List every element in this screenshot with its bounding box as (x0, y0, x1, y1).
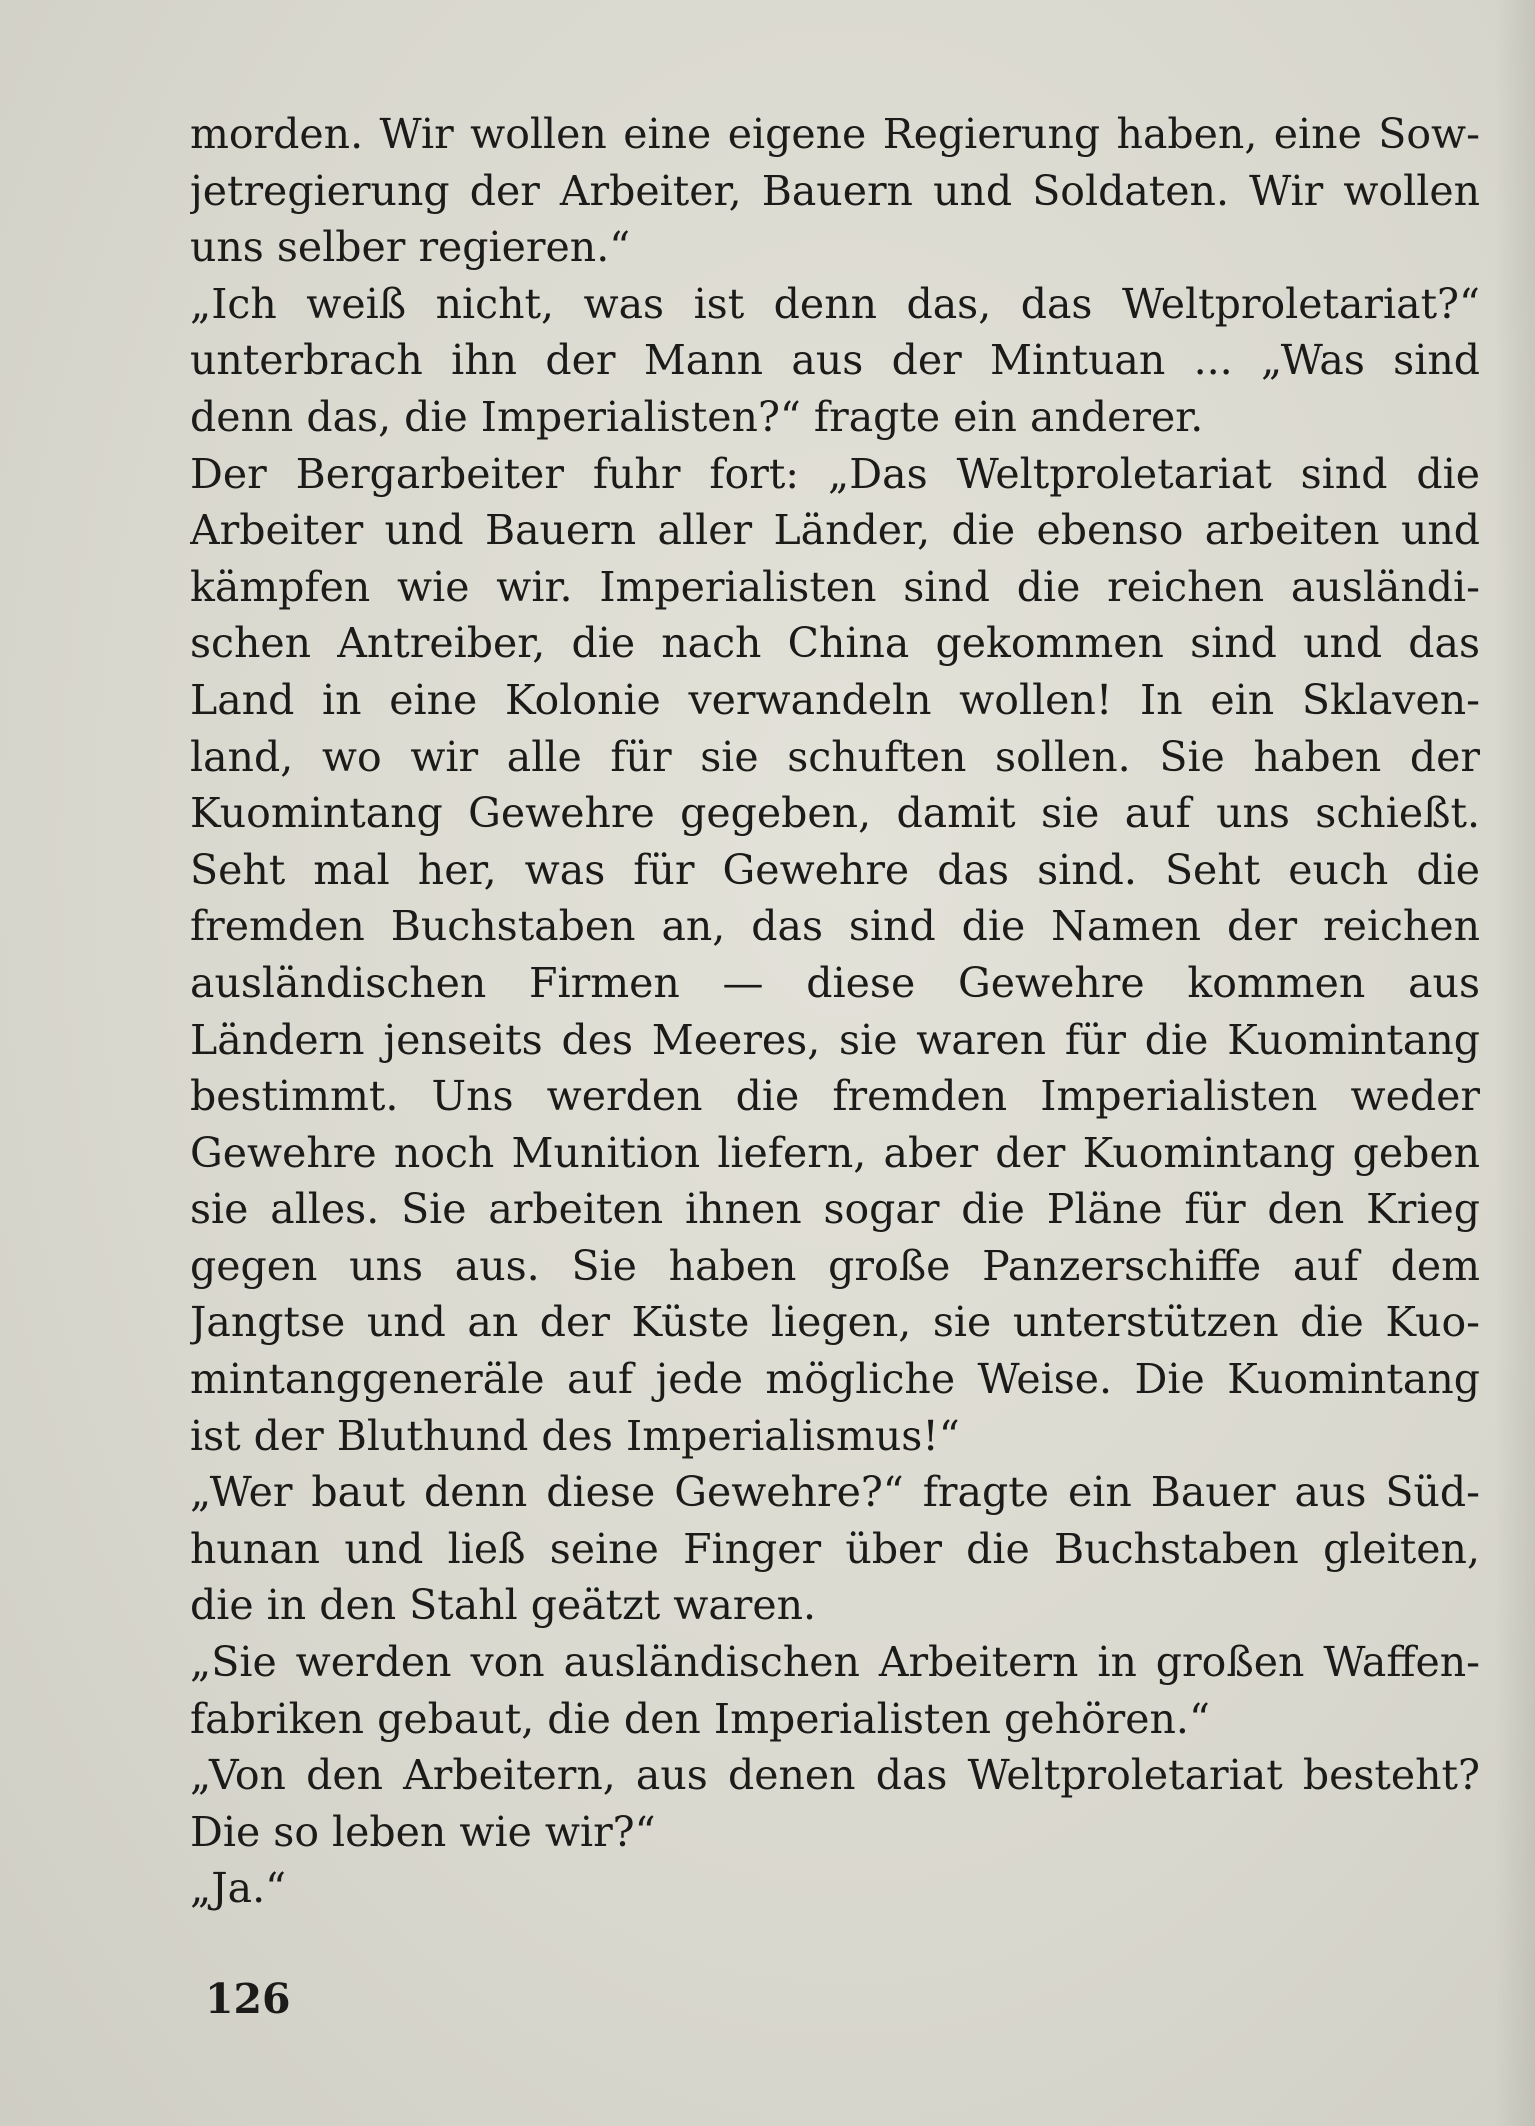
text-line: fabriken gebaut, die den Imperialisten gehören.“ (190, 1694, 1210, 1743)
text-line: uns selber regieren.“ (190, 223, 631, 272)
text-line: bestimmt. Uns werden die fremden Imperialisten weder (190, 1072, 1480, 1121)
text-line: unterbrach ihn der Mann aus der Mintuan ... „Was sind (190, 336, 1480, 385)
text-line: gegen uns aus. Sie haben große Panzerschiffe auf dem (190, 1241, 1480, 1290)
text-line: Kuomintang Gewehre gegeben, damit sie auf uns schießt. (190, 789, 1480, 838)
page-edge-shadow (1495, 0, 1535, 2126)
text-line: „Wer baut denn diese Gewehre?“ fragte ein Bauer aus Süd- (190, 1468, 1480, 1517)
text-line: „Sie werden von ausländischen Arbeitern in großen Waffen- (190, 1638, 1480, 1687)
text-line: Gewehre noch Munition liefern, aber der Kuomintang geben (190, 1128, 1480, 1177)
text-line: mintanggeneräle auf jede mögliche Weise. Die Kuomintang (190, 1355, 1480, 1404)
body-text (190, 106, 1480, 1917)
text-line: land, wo wir alle für sie schuften sollen. Sie haben der (190, 732, 1480, 781)
text-line: ausländischen Firmen — diese Gewehre kommen aus (190, 958, 1480, 1007)
text-line: morden. Wir wollen eine eigene Regierung haben, eine Sow- (190, 110, 1480, 158)
text-line: die in den Stahl geätzt waren. (190, 1581, 817, 1630)
text-line: kämpfen wie wir. Imperialisten sind die reichen ausländi- (190, 562, 1480, 611)
text-line: schen Antreiber, die nach China gekommen sind und das (190, 619, 1480, 668)
text-line: Der Bergarbeiter fuhr fort: „Das Weltproletariat sind die (190, 449, 1480, 498)
text-line: „Ja.“ (190, 1864, 287, 1913)
text-line: Ländern jenseits des Meeres, sie waren für die Kuomintang (190, 1015, 1480, 1064)
text-line: jetregierung der Arbeiter, Bauern und Soldaten. Wir wollen (190, 166, 1480, 215)
text-line: fremden Buchstaben an, das sind die Namen der reichen (190, 902, 1480, 951)
text-line: hunan und ließ seine Finger über die Buchstaben gleiten, (190, 1524, 1480, 1573)
text-line: Die so leben wie wir?“ (190, 1807, 656, 1856)
page-number: 126 (205, 1975, 291, 2023)
text-line: Seht mal her, was für Gewehre das sind. Seht euch die (190, 845, 1480, 894)
text-line: Arbeiter und Bauern aller Länder, die ebenso arbeiten und (190, 506, 1480, 555)
text-line: Jangtse und an der Küste liegen, sie unterstützen die Kuo- (190, 1298, 1480, 1347)
text-line: Land in eine Kolonie verwandeln wollen! In ein Sklaven- (190, 675, 1480, 724)
text-line: ist der Bluthund des Imperialismus!“ (190, 1411, 960, 1460)
text-line: „Von den Arbeitern, aus denen das Weltproletariat besteht? (190, 1751, 1480, 1800)
text-line: sie alles. Sie arbeiten ihnen sogar die Pläne für den Krieg (190, 1185, 1480, 1234)
text-line: denn das, die Imperialisten?“ fragte ein anderer. (190, 392, 1204, 441)
text-line: „Ich weiß nicht, was ist denn das, das Weltproletariat?“ (190, 279, 1480, 328)
